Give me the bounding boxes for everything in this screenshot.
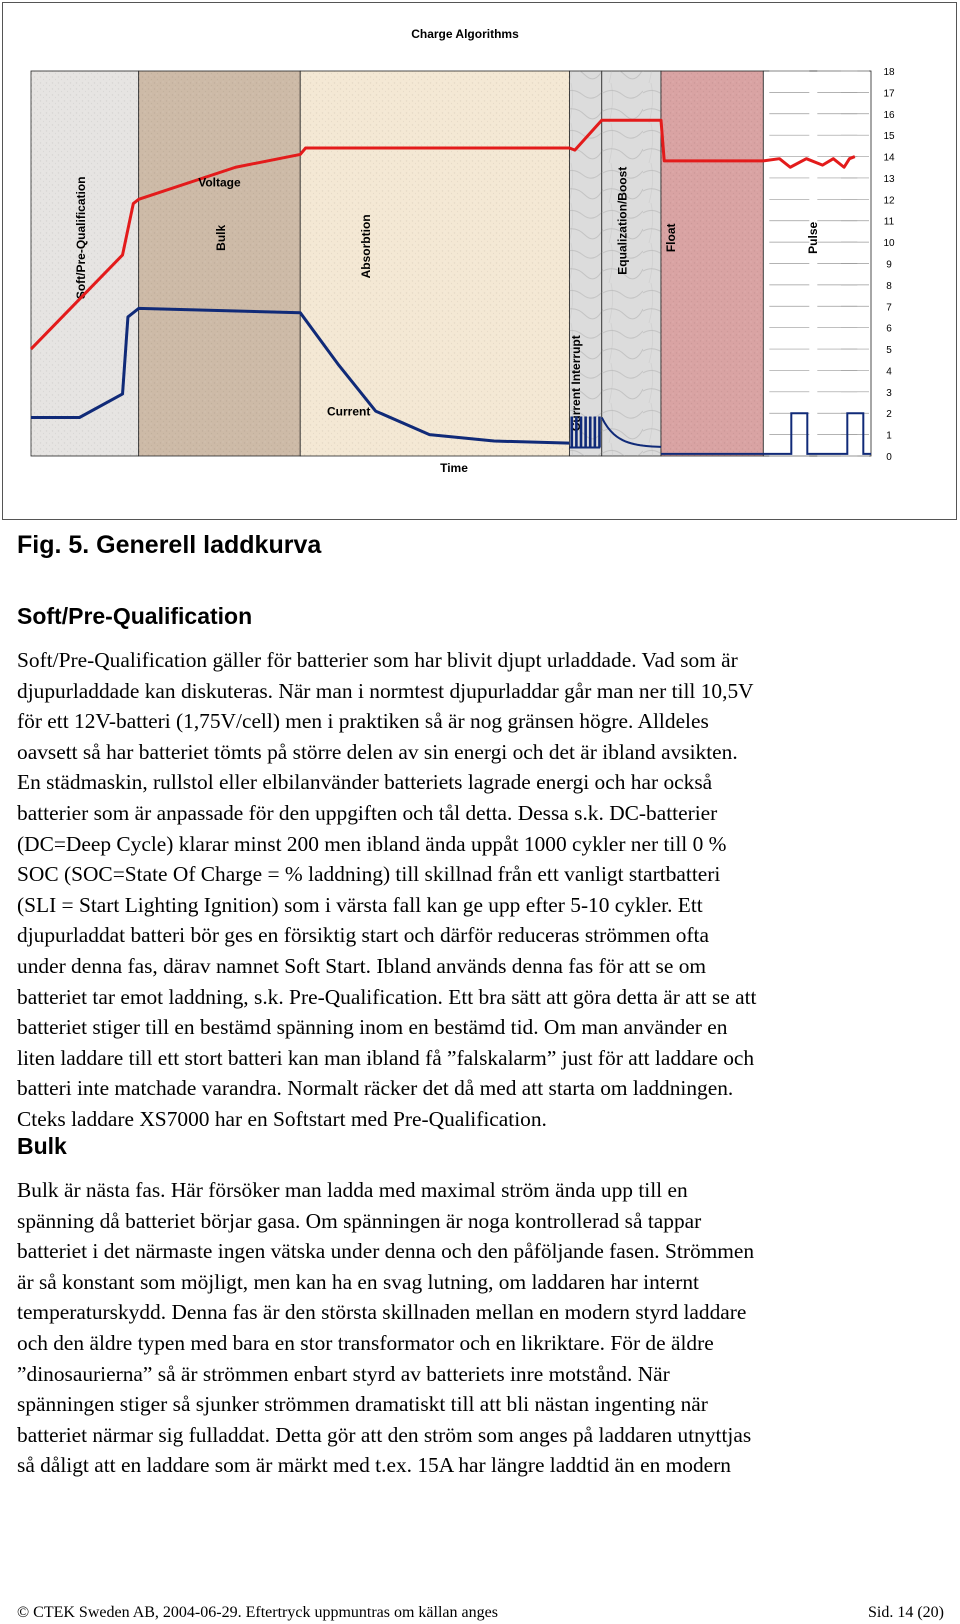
y-tick-label: 7 [886,302,892,314]
section-body-bulk [17,1175,952,1481]
text-line: temperaturskydd. Denna fas är den största skillnaden mellan en modern styrd laddare [17,1300,747,1325]
text-line: oavsett så har batteriet tömts på större delen av sin energi och det är ibland avsikten. [17,739,738,764]
text-line: batteriet tar emot laddning, s.k. Pre-Qualification. Ett bra sätt att göra detta är att se att [17,984,757,1009]
phase-label: Absorbtion [359,214,374,279]
y-tick-label: 17 [883,88,895,100]
y-tick-label: 2 [886,409,892,421]
text-line: spänningen stiger så sjunker strömmen dramatiskt till att bli nästan ingenting när [17,1392,708,1417]
y-tick-label: 8 [886,280,892,292]
y-tick-label: 3 [886,387,892,399]
text-line: Soft/Pre-Qualification gäller för batterier som har blivit djupt urladdade. Vad som är [17,648,738,672]
charge-algorithm-chart [2,2,957,520]
text-line: Bulk är nästa fas. Här försöker man ladda med maximal ström ända upp till en [17,1178,688,1202]
text-line: batteri inte matchade varandra. Normalt räcker det då med att starta om laddningen. [17,1076,734,1101]
text-line: är så konstant som möjligt, men kan ha en svag lutning, om laddaren har internt [17,1269,699,1294]
chart-canvas [3,3,958,521]
y-tick-label: 18 [883,67,895,78]
y-tick-label: 13 [883,173,895,185]
phase-band-texture [602,71,661,456]
text-line: batteriet närmar sig fulladdat. Detta gör att den ström som anges på laddaren utnyttjas [17,1422,752,1447]
phase-band-texture [300,71,569,456]
figure-caption: Fig. 5. Generell laddkurva [17,531,322,559]
text-line: och den äldre typen med bara en stor transformator och en likriktare. För de äldre [17,1330,714,1355]
phase-band-texture [139,71,301,456]
y-tick-label: 15 [883,131,895,143]
text-line: ”dinosaurierna” så är strömmen enbart styrd av batteriets inre motstånd. När [17,1361,670,1386]
y-tick-label: 11 [883,216,895,228]
text-line: SOC (SOC=State Of Charge = % laddning) till skillnad från ett vanligt startbatteri [17,862,721,887]
y-tick-label: 14 [883,152,895,164]
y-tick-label: 9 [886,259,892,271]
y-tick-label: 5 [886,345,892,357]
text-line: djupurladdat batteri bör ges en försiktig start och därför reduceras strömmen ofta [17,923,709,948]
text-line: En städmaskin, rullstol eller elbilanvänder batteriets lagrade energi och har också [17,770,713,795]
text-line: batteriet i det närmaste ingen vätska under denna och den påföljande fasen. Strömmen [17,1239,755,1264]
footer-copyright: © CTEK Sweden AB, 2004-06-29. Eftertryck uppmuntras om källan anges [17,1604,498,1621]
y-tick-label: 4 [886,366,892,378]
text-line: liten laddare till ett stort batteri kan man ibland få ”falskalarm” just för att laddare och [17,1045,755,1070]
text-line: Cteks laddare XS7000 har en Softstart med Pre-Qualification. [17,1106,547,1131]
phase-label: Float [664,223,678,253]
text-line: under denna fas, därav namnet Soft Start. Ibland används denna fas för att se om [17,953,707,978]
series-label-voltage: Voltage [198,175,241,190]
phase-label: Soft/Pre-Qualification [73,176,88,300]
phase-label: Bulk [213,224,228,251]
section-body-soft [17,645,952,1135]
y-tick-label: 0 [886,452,892,463]
text-line: (DC=Deep Cycle) klarar minst 200 men ibland ända uppåt 1000 cykler ner till 0 % [17,831,727,856]
phase-label: Equalization/Boost [615,166,630,275]
text-line: spänning då batteriet börjar gasa. Om spänningen är noga kontrollerad så tappar [17,1208,702,1233]
chart-title: Charge Algorithms [411,27,519,41]
y-tick-label: 12 [883,195,895,207]
phase-label: Current Interrupt [569,335,584,432]
y-tick-label: 10 [883,238,895,250]
y-tick-label: 16 [883,109,895,121]
phase-label: Pulse [806,221,821,254]
phase-band-texture [661,71,763,456]
text-line: batteriet stiger till en bestämd spänning inom en bestämd tid. Om man använder en [17,1015,728,1040]
text-line: batterier som är anpassade för den uppgiften och tål detta. Dessa s.k. DC-batterier [17,800,718,825]
text-line: (SLI = Start Lighting Ignition) som i värsta fall kan ge upp efter 5-10 cykler. Ett [17,892,703,917]
y-tick-label: 6 [886,323,892,335]
y-tick-label: 1 [886,430,892,442]
footer-page-number: Sid. 14 (20) [868,1604,944,1621]
text-line: för ett 12V-batteri (1,75V/cell) men i praktiken så är nog gränsen högre. Alldeles [17,709,709,734]
text-line: så dåligt att en laddare som är märkt med t.ex. 15A har längre laddtid än en modern [17,1453,731,1478]
series-label-current: Current [327,404,371,419]
section-heading-bulk: Bulk [17,1133,67,1159]
section-heading-soft: Soft/Pre-Qualification [17,603,253,629]
text-line: djupurladdade kan diskuteras. När man i normtest djupurladdar går man ner till 10,5V [17,678,754,703]
x-axis-label: Time [440,461,468,475]
